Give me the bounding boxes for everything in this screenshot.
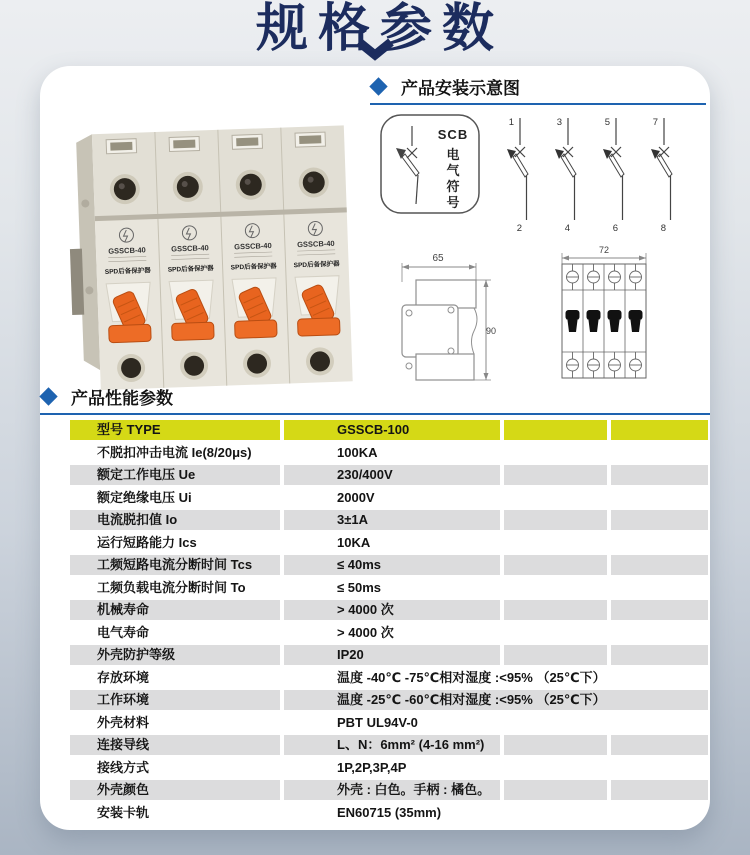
svg-text:符: 符 bbox=[446, 179, 460, 194]
table-row bbox=[70, 465, 708, 485]
spec-empty-cell bbox=[504, 443, 607, 463]
spec-empty-cell bbox=[504, 780, 607, 800]
pole-symbols bbox=[500, 112, 696, 234]
spec-value: 2000V bbox=[337, 489, 375, 505]
spec-label: 运行短路能力 Ics bbox=[97, 534, 197, 550]
module-type-text: SPD后备保护器 bbox=[104, 267, 151, 276]
svg-text:7: 7 bbox=[652, 117, 658, 128]
svg-text:气: 气 bbox=[446, 163, 460, 178]
spec-empty-cell bbox=[611, 420, 708, 440]
svg-text:电: 电 bbox=[446, 147, 460, 162]
module-type-text: SPD后备保护器 bbox=[293, 260, 340, 270]
svg-text:5: 5 bbox=[604, 117, 610, 128]
table-row bbox=[70, 533, 708, 553]
spec-empty-cell bbox=[611, 780, 708, 800]
table-row bbox=[70, 600, 708, 620]
spec-label: 电气寿命 bbox=[97, 624, 150, 640]
table-row bbox=[70, 555, 708, 575]
spec-label: 工频短路电流分断时间 Tcs bbox=[70, 555, 280, 575]
spec-empty-cell bbox=[504, 555, 607, 575]
spec-empty-cell bbox=[611, 533, 708, 553]
spec-value: 温度 -40℃ -75℃相对湿度 :<95% （25℃下） bbox=[337, 669, 606, 685]
svg-text:8: 8 bbox=[660, 223, 666, 234]
svg-text:6: 6 bbox=[612, 223, 618, 234]
svg-text:3: 3 bbox=[556, 117, 562, 128]
svg-text:1: 1 bbox=[508, 117, 514, 128]
spec-label: 工频负载电流分断时间 To bbox=[97, 579, 246, 595]
spec-value: EN60715 (35mm) bbox=[337, 804, 442, 820]
module-model-text: GSSCB-40 bbox=[108, 245, 146, 256]
spec-value: 外壳 : 白色。手柄 : 橘色。 bbox=[284, 780, 500, 800]
content-card bbox=[40, 66, 710, 830]
spec-value: 230/400V bbox=[284, 465, 500, 485]
table-row bbox=[70, 780, 708, 800]
table-row bbox=[70, 488, 708, 508]
spec-table bbox=[70, 420, 708, 823]
spec-label: 工作环境 bbox=[70, 690, 280, 710]
module-type-text: SPD后备保护器 bbox=[167, 265, 214, 274]
spec-label: 电流脱扣值 Io bbox=[70, 510, 280, 530]
spec-empty-cell bbox=[611, 600, 708, 620]
spec-value: ≤ 50ms bbox=[337, 579, 381, 595]
table-row bbox=[70, 803, 708, 823]
section-title: 产品性能参数 bbox=[71, 388, 173, 408]
spec-empty-cell bbox=[611, 555, 708, 575]
spec-empty-cell bbox=[504, 465, 607, 485]
spec-empty-cell bbox=[611, 713, 708, 733]
spec-label: 型号 TYPE bbox=[70, 420, 280, 440]
dim-width-label: 65 bbox=[432, 253, 444, 264]
table-row bbox=[70, 510, 708, 530]
spec-value: 温度 -25℃ -60℃相对湿度 :<95% （25℃下） bbox=[284, 690, 708, 710]
spec-empty-cell bbox=[611, 758, 708, 778]
side-dimension-drawing bbox=[390, 250, 500, 390]
spec-value: 10KA bbox=[337, 534, 371, 550]
module-model-text: GSSCB-40 bbox=[234, 241, 272, 252]
table-row bbox=[70, 645, 708, 665]
svg-text:号: 号 bbox=[446, 195, 460, 210]
spec-empty-cell bbox=[504, 735, 607, 755]
pole-symbol bbox=[555, 117, 576, 234]
table-row bbox=[70, 623, 708, 643]
spec-empty-cell bbox=[504, 510, 607, 530]
spec-label: 机械寿命 bbox=[70, 600, 280, 620]
pole-symbol bbox=[651, 117, 672, 234]
dim-height-label: 90 bbox=[485, 326, 497, 336]
spec-empty-cell bbox=[504, 488, 607, 508]
page-title: 规格参数 bbox=[255, 0, 504, 58]
spec-empty-cell bbox=[611, 443, 708, 463]
spec-empty-cell bbox=[504, 645, 607, 665]
spec-value: 3±1A bbox=[284, 510, 500, 530]
table-row bbox=[70, 690, 708, 710]
section-underline bbox=[370, 103, 706, 105]
spec-empty-cell bbox=[504, 600, 607, 620]
spec-value: PBT UL94V-0 bbox=[337, 714, 418, 730]
performance-section-header bbox=[40, 386, 710, 415]
spec-empty-cell bbox=[611, 645, 708, 665]
spec-label: 不脱扣冲击电流 Ie(8/20μs) bbox=[97, 444, 252, 460]
spec-value: IP20 bbox=[284, 645, 500, 665]
spec-empty-cell bbox=[611, 735, 708, 755]
table-row bbox=[70, 758, 708, 778]
spec-empty-cell bbox=[504, 758, 607, 778]
spec-label: 额定工作电压 Ue bbox=[70, 465, 280, 485]
table-row bbox=[70, 420, 708, 440]
product-photo bbox=[50, 94, 380, 394]
spec-empty-cell bbox=[504, 420, 607, 440]
module-type-text: SPD后备保护器 bbox=[230, 262, 277, 272]
spec-label: 安装卡轨 bbox=[97, 804, 150, 820]
spec-value: > 4000 次 bbox=[337, 624, 394, 640]
spec-label: 外壳防护等级 bbox=[70, 645, 280, 665]
spec-empty-cell bbox=[611, 623, 708, 643]
spec-value: GSSCB-100 bbox=[284, 420, 500, 440]
spec-empty-cell bbox=[611, 578, 708, 598]
table-row bbox=[70, 713, 708, 733]
spec-empty-cell bbox=[611, 488, 708, 508]
spec-value: 100KA bbox=[337, 444, 378, 460]
dim-front-width-label: 72 bbox=[598, 245, 610, 255]
table-row bbox=[70, 668, 708, 688]
spec-label: 接线方式 bbox=[97, 759, 150, 775]
table-row bbox=[70, 443, 708, 463]
spec-value: 1P,2P,3P,4P bbox=[337, 759, 407, 775]
spec-label: 外壳颜色 bbox=[70, 780, 280, 800]
chevron-down-icon bbox=[355, 39, 395, 61]
install-section-header bbox=[370, 76, 706, 105]
svg-text:2: 2 bbox=[516, 223, 522, 234]
spec-value: L、N：6mm² (4-16 mm²) bbox=[284, 735, 500, 755]
spec-empty-cell bbox=[611, 803, 708, 823]
spec-label: 连接导线 bbox=[70, 735, 280, 755]
spec-empty-cell bbox=[611, 465, 708, 485]
diamond-icon bbox=[369, 77, 387, 95]
spec-label: 外壳材料 bbox=[97, 714, 150, 730]
pole-symbol bbox=[603, 117, 624, 234]
front-dimension-drawing bbox=[548, 244, 660, 382]
section-underline bbox=[40, 413, 710, 415]
spec-label: 存放环境 bbox=[97, 669, 150, 685]
module-model-text: GSSCB-40 bbox=[171, 243, 209, 254]
spec-empty-cell bbox=[504, 533, 607, 553]
diamond-icon bbox=[39, 387, 57, 405]
spec-empty-cell bbox=[504, 623, 607, 643]
section-title: 产品安装示意图 bbox=[401, 78, 520, 98]
spec-empty-cell bbox=[504, 578, 607, 598]
table-row bbox=[70, 735, 708, 755]
spec-empty-cell bbox=[504, 713, 607, 733]
svg-text:4: 4 bbox=[564, 223, 570, 234]
spec-empty-cell bbox=[611, 510, 708, 530]
spec-label: 额定绝缘电压 Ui bbox=[97, 489, 192, 505]
module-model-text: GSSCB-40 bbox=[296, 238, 335, 250]
spec-value: > 4000 次 bbox=[284, 600, 500, 620]
spec-empty-cell bbox=[504, 803, 607, 823]
scb-label: SCB bbox=[437, 127, 469, 142]
table-row bbox=[70, 578, 708, 598]
pole-symbol bbox=[507, 117, 528, 234]
spec-value: ≤ 40ms bbox=[284, 555, 500, 575]
scb-symbol-box bbox=[378, 112, 482, 216]
